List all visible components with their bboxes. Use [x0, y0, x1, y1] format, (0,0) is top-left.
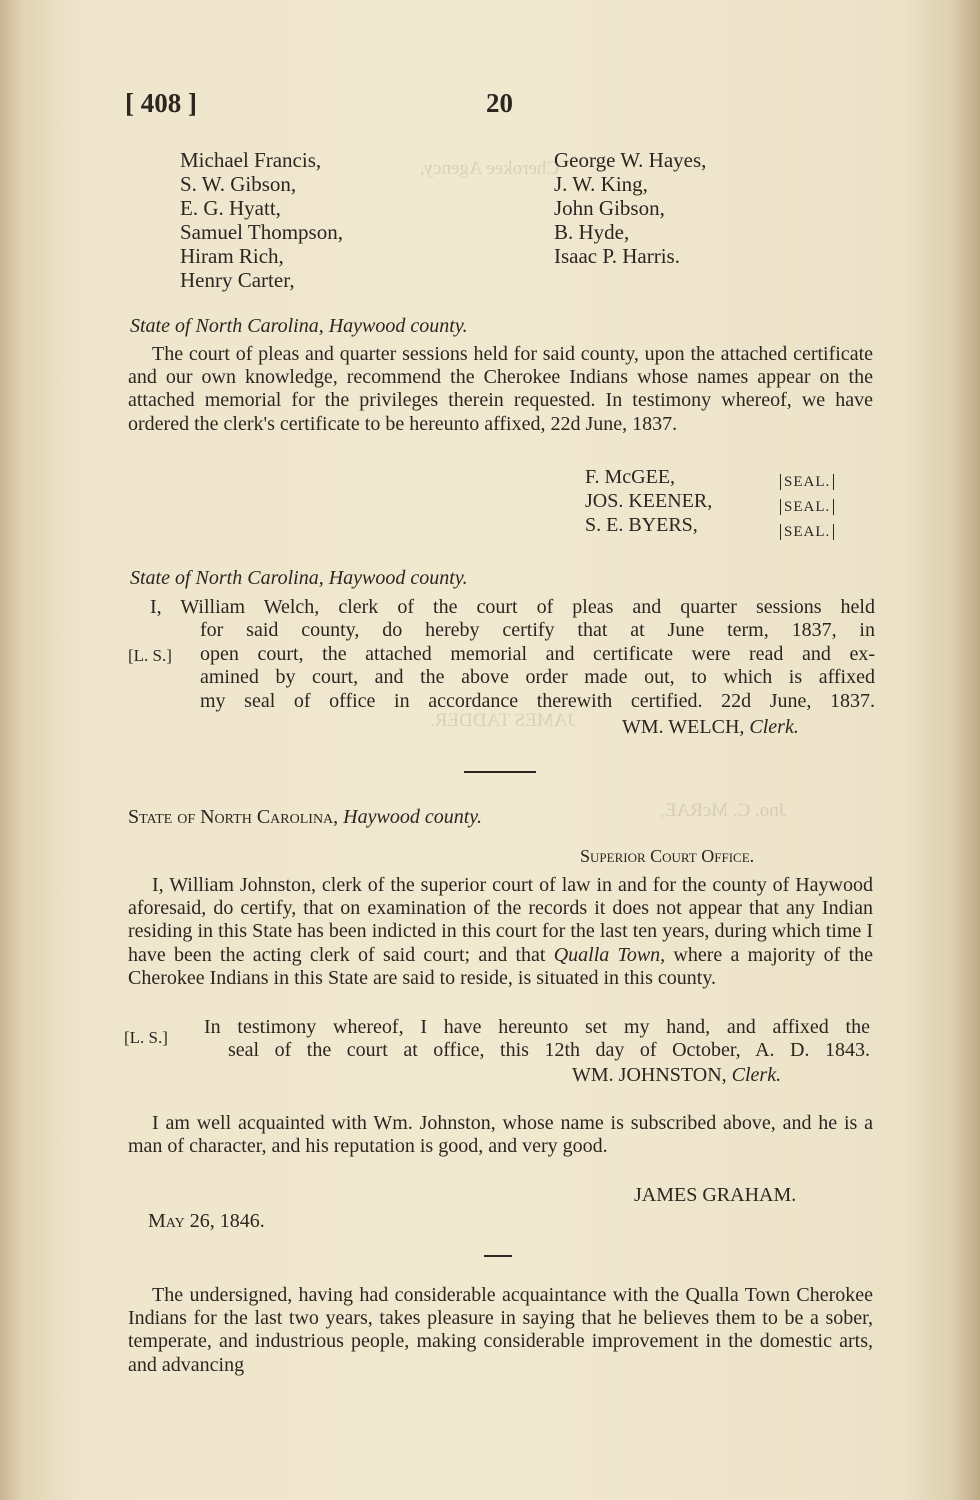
locus-sigilli-mark: [L. S.]	[128, 646, 172, 665]
section4-body	[128, 1112, 873, 1158]
body-text: I, William Johnston, clerk of the superior court of law in and for the county of Haywood aforesaid, do certify, that on examination of the records it does not appear that any Indian residing in this State has been indicted in this court for the last ten years, during which time I have been the acting clerk of said court; and that	[128, 874, 873, 966]
superior-court-office: Superior Court Office.	[580, 846, 755, 866]
section4-date: May 26, 1846.	[148, 1210, 265, 1232]
bracket-page-number: [ 408 ]	[125, 88, 197, 118]
locus-sigilli-mark: [L. S.]	[124, 1028, 168, 1047]
section5-paragraph: The undersigned, having had considerable acquaintance with the Qualla Town Cherokee Indians for the last two years, takes pleasure in saying that he believes them to be a sober, temperate, and industrious people, making considerable improvement in the domestic arts, and advancing	[128, 1284, 873, 1376]
section3-paragraph	[128, 874, 873, 990]
section4-paragraph: I am well acquainted with Wm. Johnston, whose name is subscribed above, and he is a man of character, and his reputation is good, and very good.	[128, 1112, 873, 1158]
signer-name: J. W. King,	[554, 172, 648, 196]
text-line: open court, the attached memorial and certificate were read and ex-	[200, 642, 875, 665]
section-divider	[464, 771, 536, 773]
signer-name: Henry Carter,	[180, 268, 295, 292]
text-line: seal of the court at office, this 12th day of October, A. D. 1843.	[228, 1039, 870, 1062]
section3-signature	[572, 1064, 781, 1087]
text-line: my seal of office in accordance therewith certified. 22d June, 1837.	[200, 689, 875, 712]
section2-heading: State of North Carolina, Haywood county.	[130, 567, 468, 589]
seal-mark: SEAL.	[780, 474, 834, 490]
text-line: for said county, do hereby certify that at June term, 1837, in	[200, 619, 875, 642]
signer-name: S. E. BYERS,	[585, 514, 698, 536]
qualla-town-text: Qualla Town,	[553, 943, 666, 966]
signer-name: F. McGEE,	[585, 466, 676, 488]
section2-body	[150, 596, 875, 713]
signer-name: Michael Francis,	[180, 148, 322, 172]
signer-name: Hiram Rich,	[180, 244, 284, 268]
section4-signature: JAMES GRAHAM.	[634, 1184, 797, 1206]
show-through-text: Cherokee Agency,	[420, 158, 560, 179]
section1-body	[128, 343, 873, 436]
signer-name: George W. Hayes,	[554, 148, 707, 172]
section5-body	[128, 1284, 873, 1377]
section3-body	[128, 874, 873, 990]
signer-name: John Gibson,	[554, 196, 665, 220]
text-line: I, William Welch, clerk of the court of pleas and quarter sessions held	[150, 596, 875, 618]
body-text: where a majority of the Cherokee Indians in this State are said to reside, is situated in this county.	[128, 943, 874, 989]
page-right-shadow	[952, 0, 980, 1500]
section3-testimony	[204, 1016, 870, 1063]
page-number: 20	[486, 88, 513, 118]
seal-mark: SEAL.	[780, 499, 834, 515]
signature-name: WM. WELCH,	[622, 716, 745, 738]
show-through-text: Jno. C. McRAE,	[660, 800, 787, 821]
names-left-column	[180, 148, 343, 292]
signature-title: Clerk.	[731, 1064, 782, 1086]
page-left-shadow	[0, 0, 22, 1500]
heading-state: State of North Carolina,	[128, 806, 339, 828]
heading-county: Haywood county.	[343, 806, 483, 828]
section2-signature	[622, 716, 799, 739]
section1-paragraph: The court of pleas and quarter sessions held for said county, upon the attached certificate and our own knowledge, recommend the Cherokee Indians whose names appear on the attached memorial for the privileges therein requested. In testimony whereof, we have ordered the clerk's certificate to be hereunto affixed, 22d June, 1837.	[128, 343, 873, 435]
seal-mark: SEAL.	[780, 524, 834, 540]
section3-heading	[128, 806, 482, 829]
signer-name: B. Hyde,	[554, 220, 630, 244]
signer-block	[585, 466, 712, 538]
signer-name: S. W. Gibson,	[180, 172, 297, 196]
signer-name: E. G. Hyatt,	[180, 196, 281, 220]
seal-marks	[780, 469, 834, 544]
signer-name: Isaac P. Harris.	[554, 244, 680, 268]
text-line: In testimony whereof, I have hereunto set my hand, and affixed the	[204, 1016, 870, 1038]
text-line: amined by court, and the above order made out, to which is affixed	[200, 666, 875, 689]
signature-name: WM. JOHNSTON,	[572, 1064, 727, 1086]
section1-heading: State of North Carolina, Haywood county.	[130, 315, 468, 337]
show-through-text: JAMES TADDER.	[430, 710, 575, 731]
signer-name: JOS. KEENER,	[585, 490, 713, 512]
signer-name: Samuel Thompson,	[180, 220, 343, 244]
names-right-column	[554, 148, 706, 268]
signature-title: Clerk.	[749, 716, 799, 738]
section-divider	[484, 1255, 512, 1257]
